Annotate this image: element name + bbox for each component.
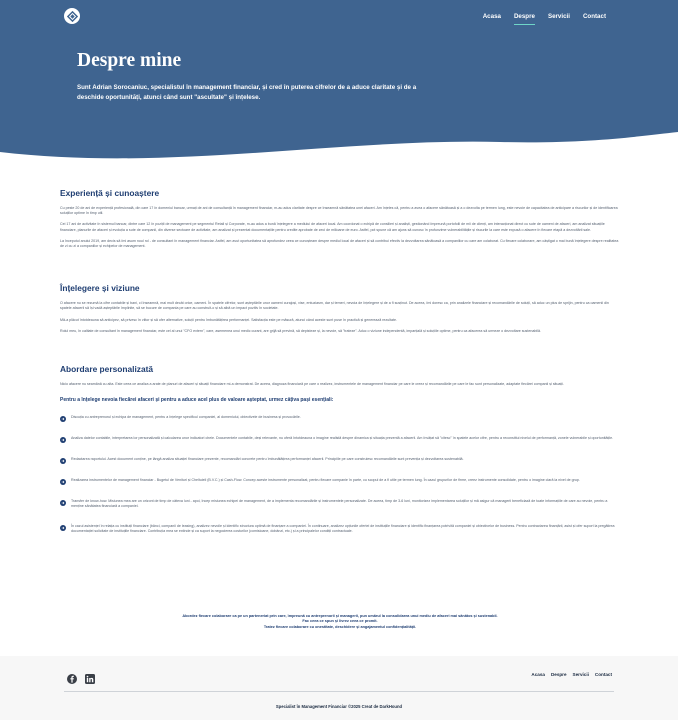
facebook-icon[interactable] xyxy=(67,671,77,681)
step-text: În cazul asistenței în relația cu instituții financiare (bănci, companii de leasing), analizez nevoile și identific structura optimă de finanțare a companiei. În continuare, analizez opțiunile ofertei de instituțiile financiare și identific finanțarea potrivită companiei și obiectivelor de business. Pentru contractarea finanțării, asist și ofer suport la pregătirea documentației solicitate de instituțiile financiare. Contribuția mea se extinde și ca suport la negocierea costurilor (comisioane, dobânzi, etc.) și a principalelor condiții contractuale. xyxy=(71,523,615,533)
main-content xyxy=(60,188,620,556)
copyright-text: Specialist în Management Financiar ©2025 Creat de DarkHound xyxy=(275,704,403,709)
nav-item-despre[interactable]: Despre xyxy=(514,13,535,25)
arrow-right-icon xyxy=(60,479,66,485)
list-item xyxy=(60,457,620,464)
section-heading: Experiență și cunoaștere xyxy=(60,188,160,198)
closing-line: Abordez fiecare colaborare ca pe un parteneriat prin care, împreună cu antreprenorii și managerii, pun umărul la consolidarea unui mediu de afaceri mai sănătos și sustenabil. xyxy=(182,614,498,618)
paragraph: O afacere nu se rezumă la cifre contabile și bani, ci înseamnă, mai mult decât orice, oameni. În spatele cifrelor, sunt așteptările unor oameni curajoși, vise, entuziasm, dar și temeri, nevoia de înțelegere și de a fi susținut. De aceea, îmi doresc ca, prin analizele financiare și recomandările de soluții, să aduc un plus de sprijin, pentru ca oamenii din spatele afacerii să își vadă așteptările împlinite, să se bucure de compania pe care au construit-o și să aibă un impact pozitiv în societate. xyxy=(60,301,609,311)
step-text: Analiza datelor contabile, interpretarea lor personalizată și calcularea unor indicatori cheie. Documentele contabile, deși relevante, nu oferă întotdeauna o imagine realistă despre dinamica și situația prezentă a afacerii. Am învățat să "citesc" în spatele acelor cifre, pentru a reconstitui nivelul de performanță, zonele vulnerabile și oportunitățile. xyxy=(71,436,614,441)
list-item xyxy=(60,436,620,443)
footer-nav-servicii[interactable]: Servicii xyxy=(572,672,589,677)
footer-nav xyxy=(531,672,612,677)
footer-nav-contact[interactable]: Contact xyxy=(594,672,612,677)
section-approach xyxy=(60,364,620,534)
step-text: Transfer de know-how. Misiunea mea are un orizont de timp de câteva luni - apoi, încep misiunea echipei de management, de a implementa recomandările și instrumentele personalizate. De aceea, timp de 3-6 luni, monitorizez implementarea soluțiilor și mă asigur că managerii beneficiază de toate informațiile de care au nevoie, pentru a menține sănătatea financiară a companiei. xyxy=(71,499,608,509)
paragraph: Nicio afacere nu seamănă cu alta. Este ceea ce analiza a arate de planuri de afaceri și situații financiare mi-a demonstrat. De aceea, diagnoza financiară pe care o realizez, instrumentele de management financiar pe care le creez și recomandările pe care le fac sunt personalizate, adaptate fiecărei companii și situații. xyxy=(60,382,564,387)
list-item xyxy=(60,499,620,509)
linkedin-icon[interactable] xyxy=(85,671,95,681)
step-text: Redactarea raportului. Acest document conține, pe lângă analiza situației financiare prezente, recomandări concrete pentru îmbunătățirea performanței afacerii. Principiile pe care construiesc recomandările sunt prevenția și dezvoltarea sustenabilă. xyxy=(71,457,464,462)
closing-line: Tratez fiecare colaborare cu onestitate, deschidere și angajamentul confidențialității. xyxy=(263,624,417,629)
paragraph: La începutul anului 2019, am decis să îmi asum noul rol - de consultant în management financiar. Astfel, am avut oportunitatea să aprofundez ceea ce cunoșteam despre mediul local de afaceri și să contribui efectiv la dezvoltarea sănătoasă a companiilor cu care am colaborat. Cu fiecare colaborare, am câștigat o mai bună înțelegere despre realitatea de zi cu zi a companiilor și echipelor de management. xyxy=(60,238,619,249)
paragraph: Mă-a plăcut întotdeauna să anticipez, să privesc în viitor și să ofer alternative, soluții pentru îmbunătățirea performanței. Satisfacția este pe măsură, atunci când aceste sunt puse în practică și generează rezultate. xyxy=(60,317,397,322)
arrow-right-icon xyxy=(60,437,66,443)
hero-lead: Sunt Adrian Sorocaniuc, specialistul în management financiar, și cred în puterea cifrelor de a aduce claritate și de a deschide oportunități, atunci când sunt "ascultate" și înțelese. xyxy=(77,84,417,101)
nav-item-acasa[interactable]: Acasa xyxy=(482,13,501,20)
nav-item-servicii[interactable]: Servicii xyxy=(547,13,570,20)
arrow-right-icon xyxy=(60,416,66,422)
site-logo[interactable] xyxy=(64,8,80,24)
social-links xyxy=(67,671,95,681)
list-item xyxy=(60,415,620,422)
hero-wave-divider xyxy=(0,132,678,162)
paragraph: Rolul meu, în calitate de consultant în management financiar, este cel al unui "CFO extern", care, asemenea unui medic curant, are grijă să prevină, să depisteze și, la nevoie, să "trateze". Aduc o viziune independentă, imparțială și soluțiile optime, pentru ca afacerea să urmeze o dezvoltare sustenabilă. xyxy=(60,328,541,333)
step-text: Discuția cu antreprenorul și echipa de management, pentru a înțelege specificul companiei, al domeniului, obiectivele de business și provocările. xyxy=(71,415,301,420)
arrow-right-icon xyxy=(60,500,66,506)
steps-intro: Pentru a înțelege nevoia fiecărei afaceri și pentru a aduce acel plus de valoare așteptat, urmez câțiva pași esențiali: xyxy=(60,397,334,404)
nav-item-contact[interactable]: Contact xyxy=(582,13,606,20)
list-item xyxy=(60,524,620,534)
footer xyxy=(0,656,678,720)
logo-mark-icon xyxy=(67,11,78,22)
page-title: Despre mine xyxy=(77,50,182,71)
section-experience xyxy=(60,188,620,249)
main-nav xyxy=(483,13,606,25)
steps-list xyxy=(60,415,620,534)
footer-nav-despre[interactable]: Despre xyxy=(550,672,567,677)
paragraph: Cei 17 ani de activitate în sistemul bancar, dintre care 12 în poziții de management pe segmentul Retail și Corporate, m-au adus a bună înțelegere a mediului de afaceri local. Am coordonat o echipă de consilieri și analiști, gestionând împreună portofolii de mii de clienți, am interacționat direct cu sute de oameni de afaceri, am analizat situațiile financiare, planurile de afaceri și evoluția a sute de companii, din diverse sectoare de activitate, am analizat și prezentat documentațiile pentru credite aprobate de zeci de milioane de euro. Astfel, pot spune că am ajuns să cunosc în profunzime vulnerabilitățile și riscurile la care este expusă o afacere în fiecare etapă a dezvoltării sale. xyxy=(60,222,605,232)
hero-banner xyxy=(0,0,678,162)
closing-line: Fac ceea ce spun și livrez ceea ce promit. xyxy=(302,619,378,624)
section-vision xyxy=(60,283,620,334)
step-text: Realizarea instrumentelor de management financiar - Bugetul de Venituri și Cheltuieli (B.V.C.) și Cash-Flow. Concep aceste instrumente personalizat, pentru fiecare companie în parte, cu scopul de a fi utile pe termen lung. În cazul grupurilor de firme, creez instrumente consolidate, pentru o imagine clară la nivel de grup. xyxy=(71,478,580,483)
arrow-right-icon xyxy=(60,525,66,531)
arrow-right-icon xyxy=(60,458,66,464)
section-heading: Înțelegere și viziune xyxy=(60,283,140,294)
paragraph: Cu peste 20 de ani de experiență profesională, din care 17 în domeniul bancar, urmați de ani de consultanță în management financiar, m-au adus claritate despre ce înseamnă sănătatea unei afaceri. Am înțeles că, pentru a avea o afacere sănătoasă și a o dezvolta pe termen lung, este nevoie de capacitatea de anticipare a riscurilor și de identificarea soluțiilor optime în timp util. xyxy=(60,206,618,216)
closing-statement xyxy=(60,614,620,630)
section-heading: Abordare personalizată xyxy=(60,364,154,375)
list-item xyxy=(60,478,620,485)
footer-divider xyxy=(64,691,614,692)
footer-nav-acasa[interactable]: Acasa xyxy=(531,672,545,677)
